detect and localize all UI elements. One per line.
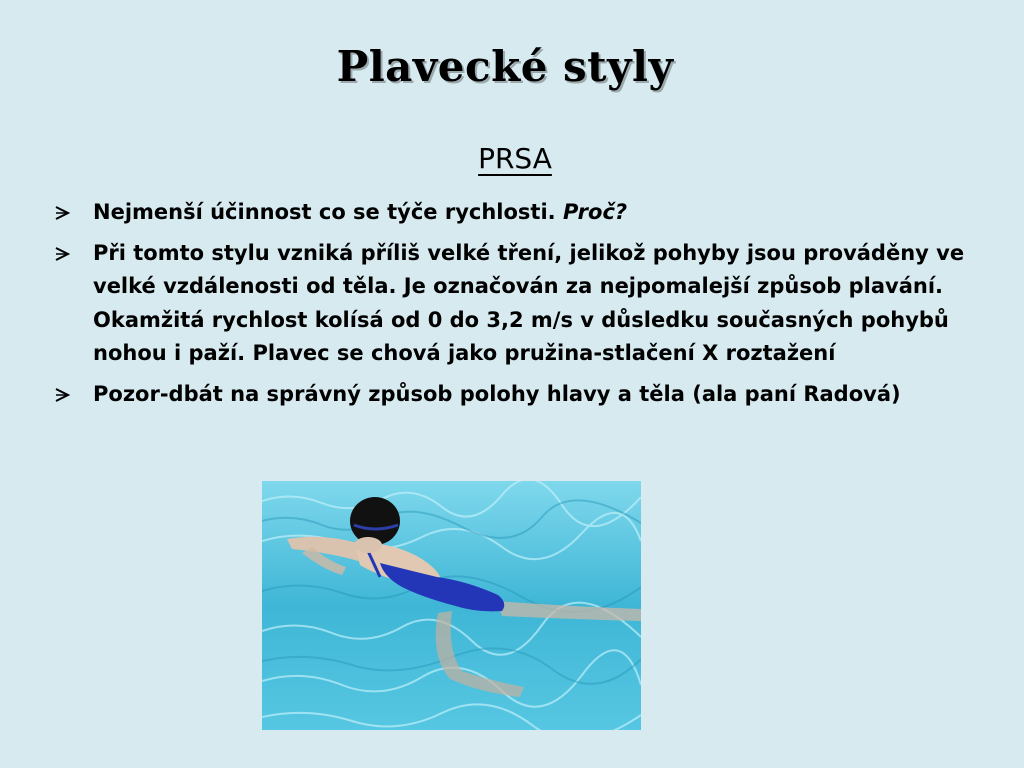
swimmer-illustration (262, 481, 641, 730)
swimmer-photo (262, 481, 641, 730)
arrow-bullet-icon (54, 387, 72, 403)
arrow-bullet-icon (54, 205, 72, 221)
bullet-italic-text: Proč? (562, 200, 628, 224)
bullet-item (52, 378, 972, 412)
slide-title: Plavecké styly (336, 42, 674, 91)
slide-subtitle: PRSA (478, 142, 552, 175)
bullet-text: Pozor-dbát na správný způsob polohy hlavy a těla (ala paní Radová) (93, 381, 901, 406)
bullet-list (52, 196, 972, 418)
arrow-bullet-icon (54, 246, 72, 262)
bullet-text: Nejmenší účinnost co se týče rychlosti. (93, 200, 563, 224)
bullet-item (52, 196, 972, 230)
bullet-text: Při tomto stylu vzniká příliš velké tření, jelikož pohyby jsou prováděny ve velké vzdálenosti od těla. Je označován za nejpomalejší způsob plavání. Okamžitá rychlost kolísá od 0 do 3,2 m/s v důsledku současných pohybů nohou i paží. Plavec se chová jako pružina-stlačení X roztažení (93, 240, 965, 365)
bullet-item (52, 237, 972, 371)
